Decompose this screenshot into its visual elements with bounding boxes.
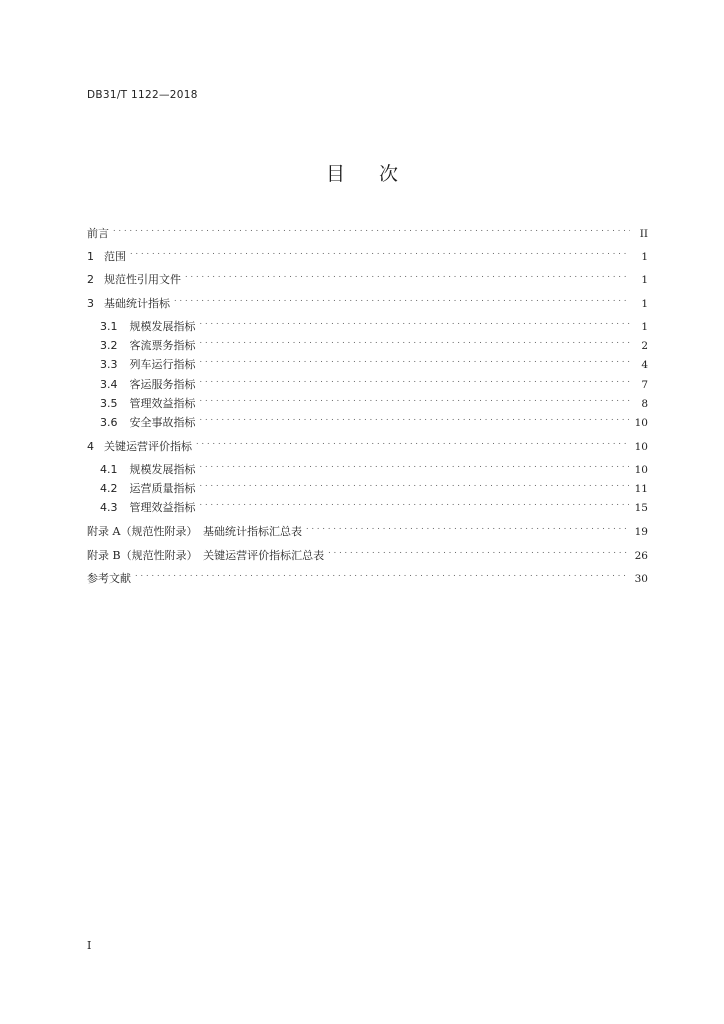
toc-entry[interactable] [87, 495, 648, 514]
toc-entry-label: 客运服务指标 [129, 378, 196, 391]
toc-entry[interactable] [87, 476, 648, 495]
toc-entry-page: 11 [634, 483, 648, 495]
toc-entry[interactable] [87, 410, 648, 429]
toc-entry[interactable] [87, 434, 648, 453]
toc-entry-label: 客流票务指标 [129, 339, 196, 352]
toc-entry[interactable] [87, 457, 648, 476]
toc-entry[interactable] [87, 391, 648, 410]
toc-entry[interactable] [87, 566, 648, 585]
toc-entry-page: 1 [641, 321, 648, 333]
toc-entry-label: 基础统计指标 [104, 297, 170, 310]
toc-dot-leader [306, 519, 629, 535]
toc-entry-number: 4.1 [100, 463, 118, 476]
toc-entry-label: 管理效益指标 [129, 501, 196, 514]
toc-entry[interactable] [87, 314, 648, 333]
toc-entry-number: 2 [87, 273, 94, 286]
toc-entry-label: 运营质量指标 [129, 482, 196, 495]
toc-dot-leader [200, 457, 629, 473]
toc-entry-page: 10 [634, 464, 648, 476]
toc-entry-page: 10 [634, 417, 648, 429]
toc-entry[interactable] [87, 267, 648, 286]
toc-entry-page: 8 [641, 398, 648, 410]
toc-dot-leader [200, 391, 631, 407]
toc-entry-label: 规模发展指标 [129, 463, 196, 476]
toc-entry-label: 管理效益指标 [129, 397, 196, 410]
toc-dot-leader [200, 372, 631, 388]
toc-dot-leader [174, 291, 630, 307]
toc-entry[interactable] [87, 221, 648, 240]
toc-entry-number: 3.4 [100, 378, 118, 391]
toc-entry-label: 前言 [87, 227, 109, 240]
toc-entry[interactable] [87, 519, 648, 538]
toc-entry-label: 关键运营评价指标 [104, 440, 192, 453]
toc-entry-page: 26 [634, 550, 648, 562]
toc-dot-leader [130, 244, 630, 260]
toc-dot-leader [200, 495, 629, 511]
toc-entry-number: 4.2 [100, 482, 118, 495]
toc-entry-number: 3.6 [100, 416, 118, 429]
document-code: DB31/T 1122—2018 [87, 89, 198, 101]
toc-entry[interactable] [87, 244, 648, 263]
toc-dot-leader [135, 566, 629, 582]
toc-entry-page: 7 [641, 379, 648, 391]
toc-entry-page: II [639, 228, 648, 240]
toc-entry[interactable] [87, 291, 648, 310]
toc-entry-page: 19 [634, 526, 648, 538]
toc-entry[interactable] [87, 372, 648, 391]
toc-entry-number: 1 [87, 250, 94, 263]
toc-entry-number: 3.3 [100, 358, 118, 371]
toc-dot-leader [200, 314, 631, 330]
toc-entry-number: 3.2 [100, 339, 118, 352]
toc-dot-leader [113, 221, 630, 237]
toc-entry-page: 1 [641, 251, 648, 263]
toc-entry-page: 2 [641, 340, 648, 352]
toc-entry-page: 30 [634, 573, 648, 585]
toc-entry-number: 3.1 [100, 320, 118, 333]
toc-entry[interactable] [87, 333, 648, 352]
toc-entry[interactable] [87, 352, 648, 371]
toc-entry-page: 4 [641, 359, 648, 371]
toc-entry-number: 4.3 [100, 501, 118, 514]
toc-entry-number: 3 [87, 297, 94, 310]
footer-page-number: I [87, 939, 92, 952]
toc-entry-label: 参考文献 [87, 572, 131, 585]
toc-entry-label: 列车运行指标 [129, 358, 196, 371]
toc-entry-label: 范围 [104, 250, 126, 263]
toc-dot-leader [328, 543, 629, 559]
toc-entry-page: 15 [634, 502, 648, 514]
toc-entry-number: 3.5 [100, 397, 118, 410]
toc-entry-label: 规模发展指标 [129, 320, 196, 333]
toc-entry-label: 附录 A（规范性附录） 基础统计指标汇总表 [87, 525, 302, 538]
toc-entry-label: 附录 B（规范性附录） 关键运营评价指标汇总表 [87, 549, 325, 562]
toc-entry-number: 4 [87, 440, 94, 453]
page-title: 目次 [325, 163, 432, 185]
toc-dot-leader [200, 476, 629, 492]
toc-entry[interactable] [87, 543, 648, 562]
toc-dot-leader [200, 410, 629, 426]
toc-dot-leader [200, 333, 631, 349]
toc-entry-page: 10 [634, 441, 648, 453]
toc-entry-label: 安全事故指标 [129, 416, 196, 429]
toc-entry-label: 规范性引用文件 [104, 273, 181, 286]
toc-entry-page: 1 [641, 298, 648, 310]
toc-dot-leader [185, 267, 630, 283]
toc-dot-leader [196, 434, 629, 450]
toc-dot-leader [200, 352, 631, 368]
toc-entry-page: 1 [641, 274, 648, 286]
